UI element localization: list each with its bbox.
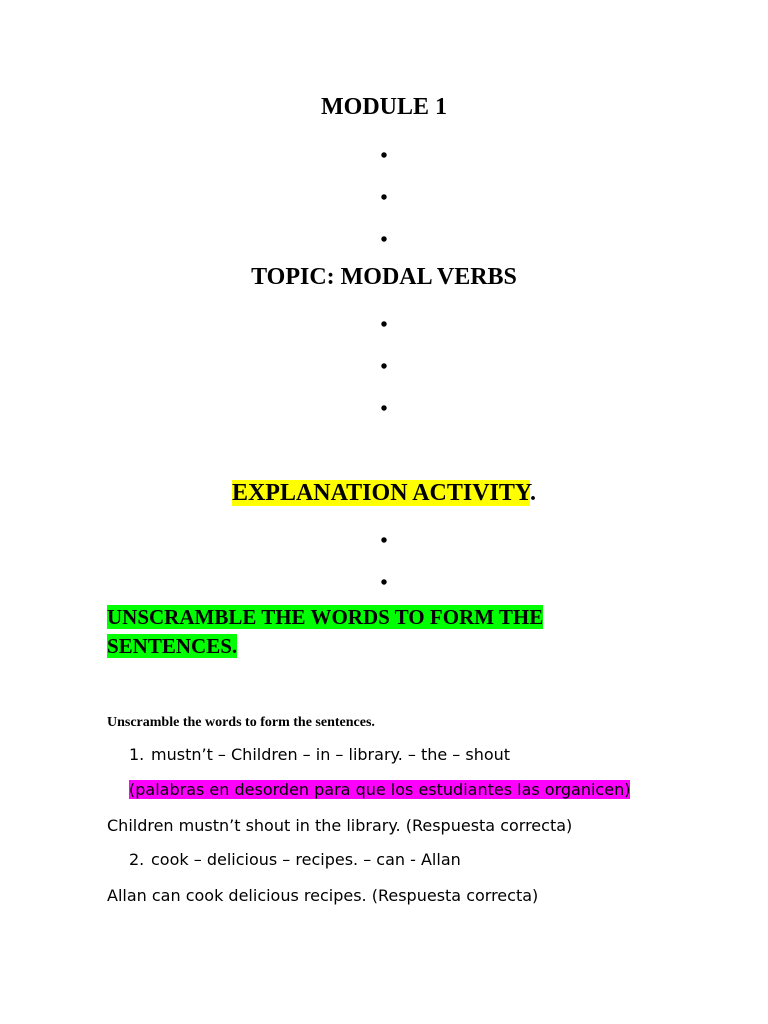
item-note-line xyxy=(129,779,630,801)
item-scrambled: cook – delicious – recipes. – can - Allan xyxy=(151,850,461,869)
bullet-dot: • xyxy=(380,187,388,209)
item-scrambled: mustn’t – Children – in – library. – the – shout xyxy=(151,745,511,764)
bullet-dot: • xyxy=(380,356,388,378)
item-note: (palabras en desorden para que los estudiantes las organicen) xyxy=(129,780,631,799)
bullet-dot: • xyxy=(380,314,388,336)
instruction-small: Unscramble the words to form the sentences. xyxy=(107,715,375,730)
item-answer: Allan can cook delicious recipes. (Respuesta correcta) xyxy=(107,886,539,905)
bullet-dot: • xyxy=(380,572,388,594)
item-number: 1. xyxy=(129,745,145,764)
bullet-dot: • xyxy=(380,530,388,552)
item-answer: Children mustn’t shout in the library. (Respuesta correcta) xyxy=(107,816,573,835)
topic-title: TOPIC: MODAL VERBS xyxy=(251,264,517,290)
instruction-heading-block xyxy=(107,603,607,661)
bullet-dot: • xyxy=(380,229,388,251)
item-number: 2. xyxy=(129,850,145,869)
activity-suffix: . xyxy=(530,480,537,506)
activity-heading xyxy=(0,479,768,507)
bullet-dot: • xyxy=(380,398,388,420)
module-title: MODULE 1 xyxy=(321,94,447,120)
list-item xyxy=(129,849,461,871)
instruction-heading: UNSCRAMBLE THE WORDS TO FORM THE SENTENCES. xyxy=(107,605,544,658)
activity-label: EXPLANATION ACTIVITY xyxy=(231,480,531,506)
list-item xyxy=(129,744,510,766)
bullet-dot: • xyxy=(380,145,388,167)
